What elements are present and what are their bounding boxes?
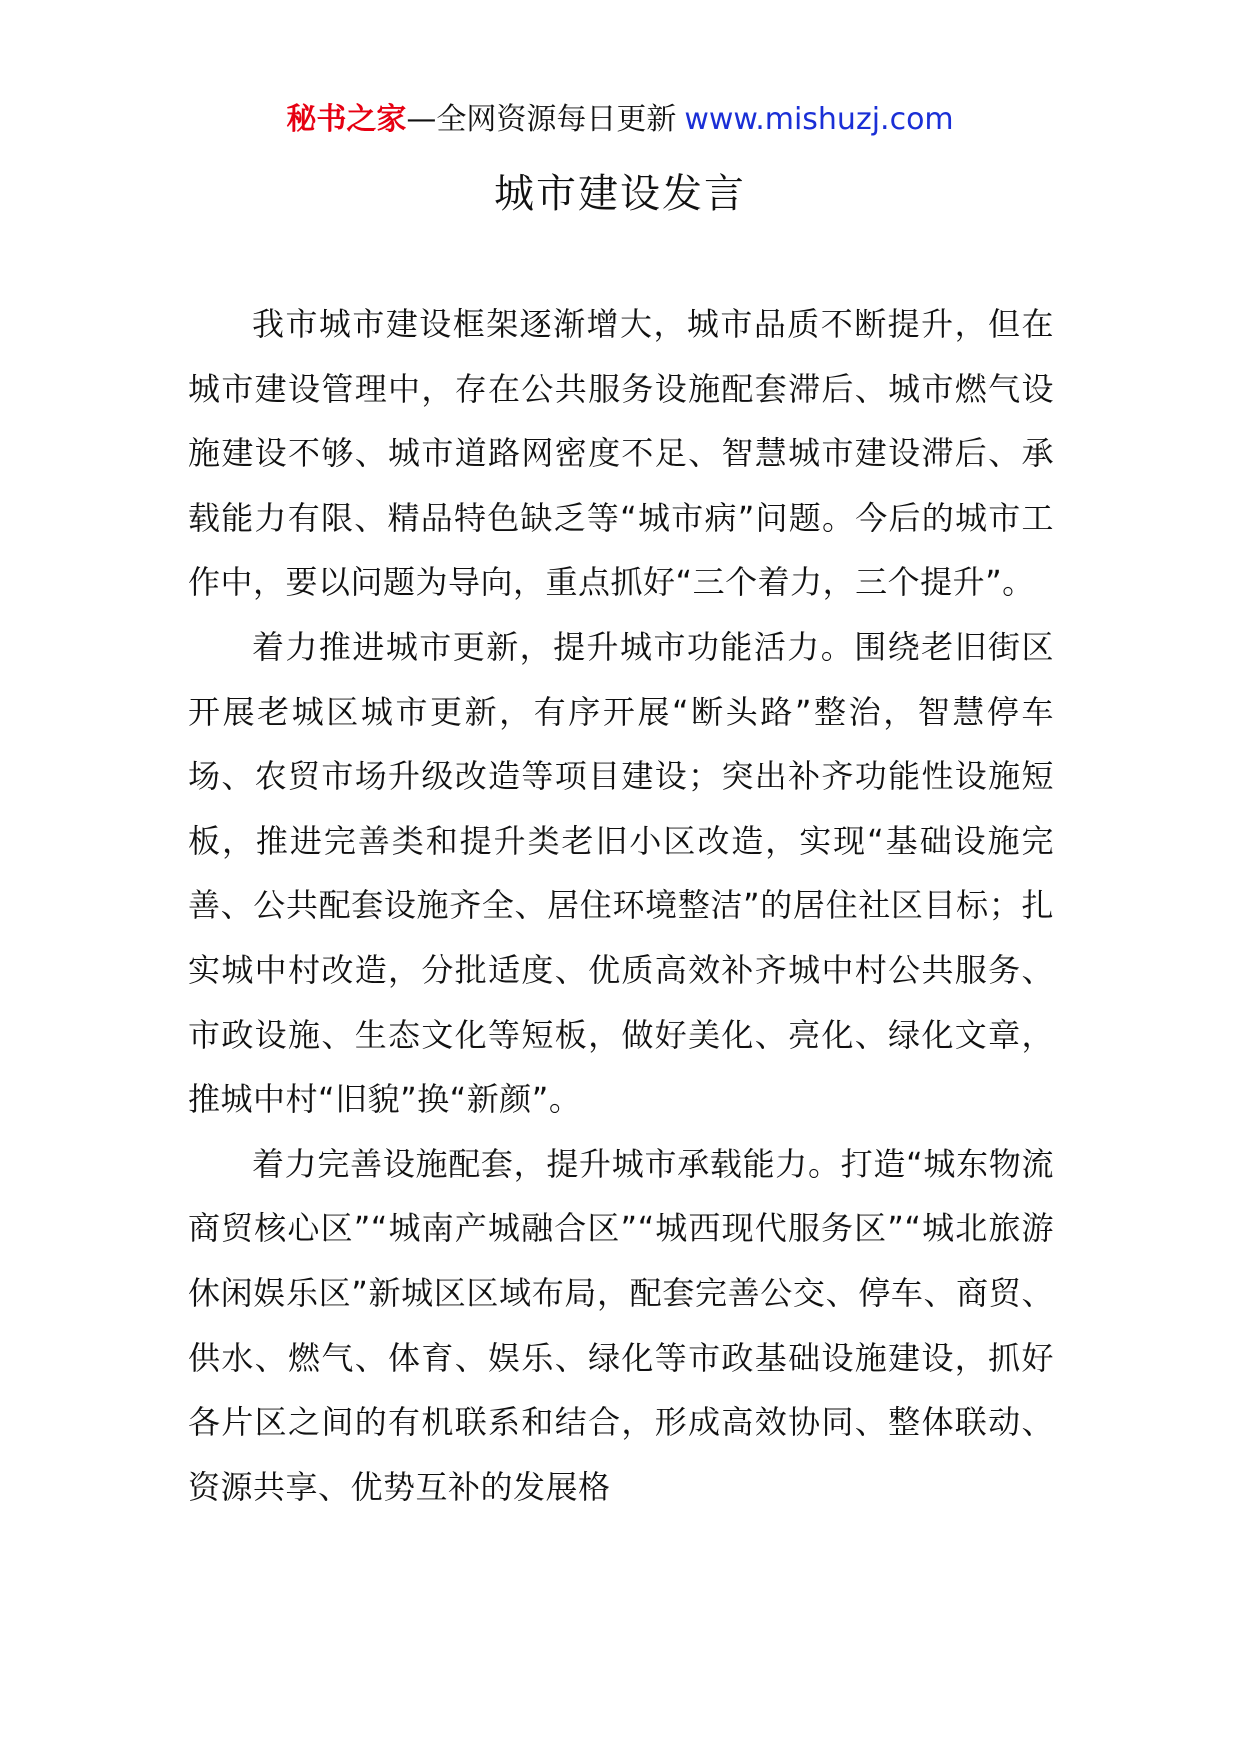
paragraph-infrastructure: 着力完善设施配套，提升城市承载能力。打造“城东物流商贸核心区”“城南产城融合区”“城西现代服务区”“城北旅游休闲娱乐区”新城区区域布局，配套完善公交、停车、商贸、供水、燃气、体育、娱乐、绿化等市政基础设施建设，抓好各片区之间的有机联系和结合，形成高效协同、整体联动、资源共享、优势互补的发展格 [188,1144,1054,1506]
paragraph-intro: 我市城市建设框架逐渐增大，城市品质不断提升，但在城市建设管理中，存在公共服务设施配套滞后、城市燃气设施建设不够、城市道路网密度不足、智慧城市建设滞后、承载能力有限、精品特色缺乏等“城市病”问题。今后的城市工作中，要以问题为导向，重点抓好“三个着力，三个提升”。 [188,305,1054,602]
site-header [0,100,1240,140]
document-body [188,292,1054,1519]
paragraph-urban-renewal: 着力推进城市更新，提升城市功能活力。围绕老旧街区开展老城区城市更新，有序开展“断头路”整治，智慧停车场、农贸市场升级改造等项目建设；突出补齐功能性设施短板，推进完善类和提升类老旧小区改造，实现“基础设施完善、公共配套设施齐全、居住环境整洁”的居住社区目标；扎实城中村改造，分批适度、优质高效补齐城中村公共服务、市政设施、生态文化等短板，做好美化、亮化、绿化文章，推城中村“旧貌”换“新颜”。 [188,627,1054,1119]
header-slogan: —全网资源每日更新 [406,102,677,137]
site-url-link[interactable]: www.mishuzj.com [684,102,954,137]
document-title: 城市建设发言 [494,171,746,217]
brand-name: 秘书之家 [286,102,407,137]
